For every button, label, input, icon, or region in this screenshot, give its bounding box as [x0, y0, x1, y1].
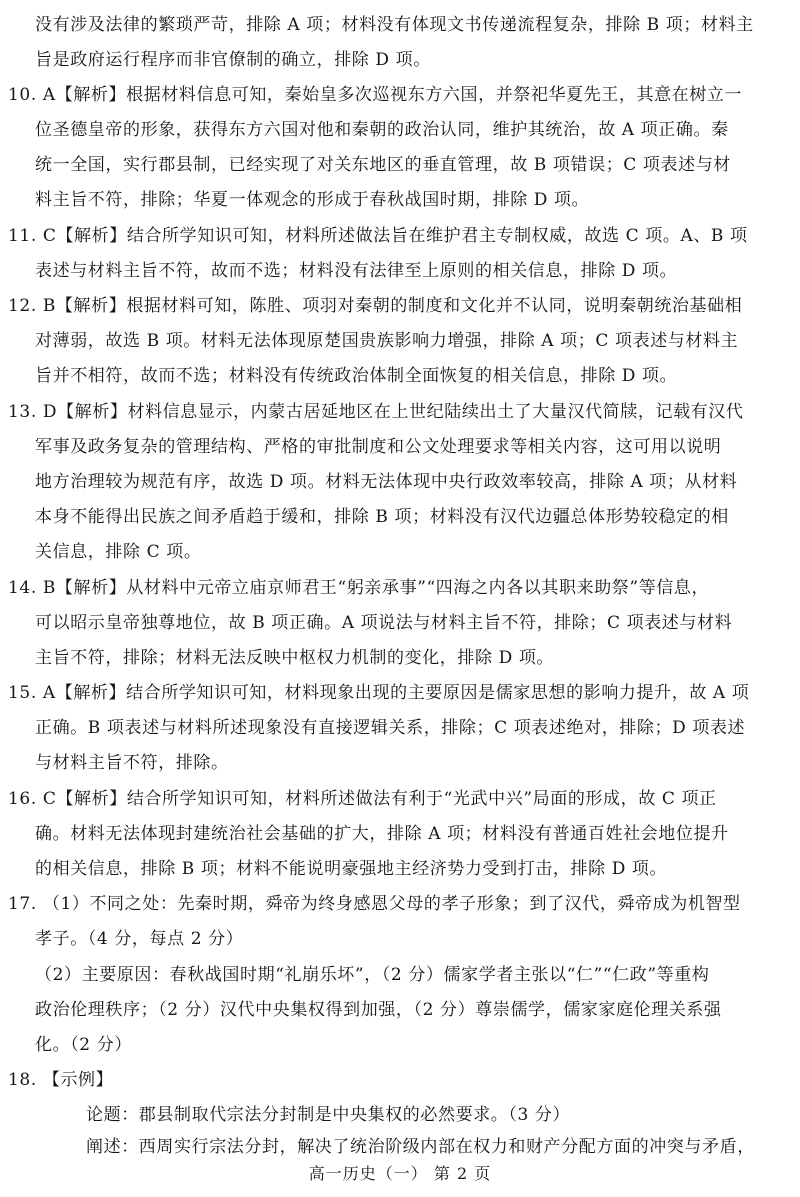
thesis-line: 论题：郡县制取代宗法分封制是中央集权的必然要求。（3 分）	[86, 1105, 571, 1125]
text-line: 孝子。（4 分，每点 2 分）	[35, 929, 244, 949]
answer-item-18: 18. 【示例】	[8, 1070, 114, 1090]
text-line: 表述与材料主旨不符，故而不选；材料没有法律至上原则的相关信息，排除 D 项。	[35, 261, 678, 281]
text-line: 确。材料无法体现封建统治社会基础的扩大，排除 A 项；材料没有普通百姓社会地位提升	[35, 824, 729, 844]
answer-item-10: 10. A【解析】根据材料信息可知，秦始皇多次巡视东方六国，并祭祀华夏先王，其意在树立一	[8, 85, 743, 105]
text-line: 统一全国，实行郡县制，已经实现了对关东地区的垂直管理，故 B 项错误；C 项表述与材	[35, 155, 731, 175]
text-line: 可以昭示皇帝独尊地位，故 B 项正确。A 项说法与材料主旨不符，排除；C 项表述与材料	[35, 613, 733, 633]
text-line: 旨是政府运行程序而非官僚制的确立，排除 D 项。	[35, 50, 431, 70]
text-line: 本身不能得出民族之间矛盾趋于缓和，排除 B 项；材料没有汉代边疆总体形势较稳定的相	[35, 507, 729, 527]
text-line: 没有涉及法律的繁琐严苛，排除 A 项；材料没有体现文书传递流程复杂，排除 B 项；材料主	[35, 15, 754, 35]
answer-item-11: 11. C【解析】结合所学知识可知，材料所述做法旨在维护君主专制权威，故选 C 项。A、B 项	[8, 226, 748, 246]
text-line: 的相关信息，排除 B 项；材料不能说明豪强地主经济势力受到打击，排除 D 项。	[35, 859, 668, 879]
text-line: 军事及政务复杂的管理结构、严格的审批制度和公文处理要求等相关内容，这可用以说明	[35, 437, 722, 457]
elaboration-line: 阐述：西周实行宗法分封，解决了统治阶级内部在权力和财产分配方面的冲突与矛盾，	[86, 1137, 755, 1157]
answer-item-15: 15. A【解析】结合所学知识可知，材料现象出现的主要原因是儒家思想的影响力提升，故 A 项	[8, 683, 750, 703]
page-footer: 高一历史（一） 第 2 页	[308, 1164, 492, 1183]
text-line: 化。（2 分）	[35, 1035, 132, 1055]
text-line: 关信息，排除 C 项。	[35, 542, 202, 562]
text-line: 政治伦理秩序；（2 分）汉代中央集权得到加强，（2 分）尊崇儒学，儒家家庭伦理关系强	[35, 1000, 722, 1020]
answer-item-13: 13. D【解析】材料信息显示，内蒙古居延地区在上世纪陆续出土了大量汉代简牍，记载有汉代	[8, 402, 744, 422]
text-line: （2）主要原因：春秋战国时期“礼崩乐坏”，（2 分）儒家学者主张以“仁”“仁政”等重构	[35, 965, 710, 985]
answer-item-16: 16. C【解析】结合所学知识可知，材料所述做法有利于“光武中兴”局面的形成，故 C 项正	[8, 789, 717, 809]
text-line: 旨并不相符，故而不选；材料没有传统政治体制全面恢复的相关信息，排除 D 项。	[35, 366, 678, 386]
text-line: 对薄弱，故选 B 项。材料无法体现原楚国贵族影响力增强，排除 A 项；C 项表述与材料主	[35, 331, 739, 351]
text-line: 位圣德皇帝的形象，获得东方六国对他和秦朝的政治认同，维护其统治，故 A 项正确。秦	[35, 120, 729, 140]
answer-item-14: 14. B【解析】从材料中元帝立庙京师君王“躬亲承事”“四海之内各以其职来助祭”等信息，	[8, 578, 710, 598]
text-line: 正确。B 项表述与材料所述现象没有直接逻辑关系，排除；C 项表述绝对，排除；D 项表述	[35, 718, 746, 738]
answer-item-12: 12. B【解析】根据材料可知，陈胜、项羽对秦朝的制度和文化并不认同，说明秦朝统治基础相	[8, 296, 743, 316]
text-line: 料主旨不符，排除；华夏一体观念的形成于春秋战国时期，排除 D 项。	[35, 190, 590, 210]
answer-item-17: 17. （1）不同之处：先秦时期，舜帝为终身感恩父母的孝子形象；到了汉代，舜帝成为机智型	[8, 894, 741, 914]
text-line: 与材料主旨不符，排除。	[35, 753, 229, 773]
text-line: 地方治理较为规范有序，故选 D 项。材料无法体现中央行政效率较高，排除 A 项；从材料	[35, 472, 738, 492]
text-line: 主旨不符，排除；材料无法反映中枢权力机制的变化，排除 D 项。	[35, 648, 555, 668]
